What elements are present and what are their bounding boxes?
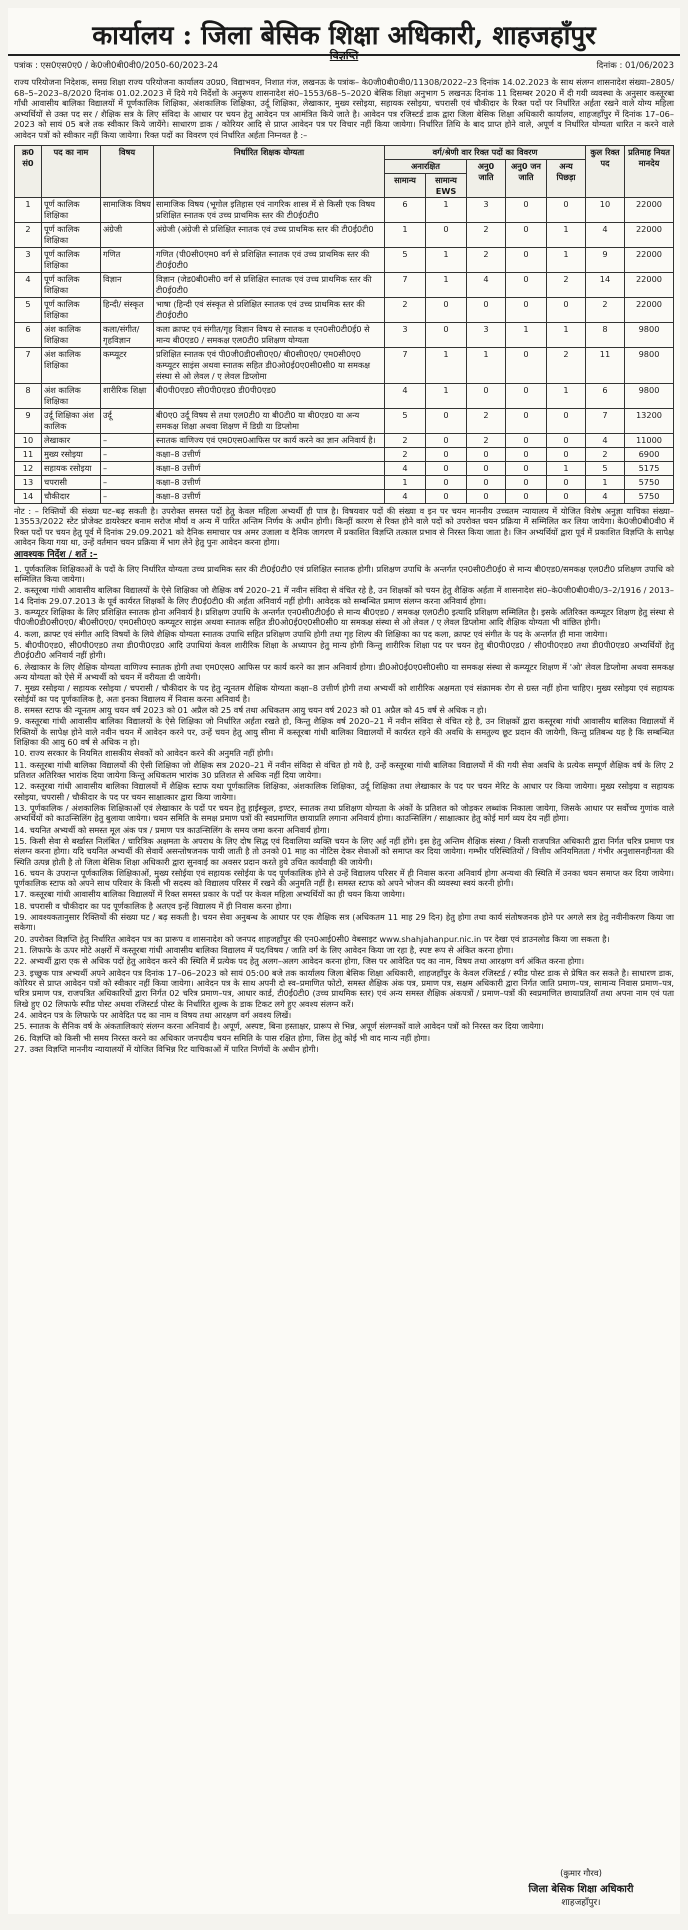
cell-gen: 2 [385, 448, 426, 462]
cell-st: 0 [506, 384, 547, 409]
cell-st: 0 [506, 298, 547, 323]
cell-subject: गणित [101, 248, 154, 273]
cell-sno: 13 [15, 476, 42, 490]
instruction-item: 26. विज्ञप्ति को किसी भी समय निरस्त करने का अधिकार जनपदीय चयन समिति के पास रक्षित होगा, जिस हेतु कोई भी वाद मान्य नहीं होगा। [14, 1032, 431, 1043]
cell-gen: 3 [385, 323, 426, 348]
instruction-item: 21. लिफाफे के ऊपर मोटे अक्षरों में कस्तूरबा गांधी आवासीय बालिका विद्यालय में पद/विषय / जाति वर्ग के लिए आवेदन किया जा रहा है, स्पष्ट रूप से अंकित करना होगा। [14, 945, 514, 956]
cell-st: 0 [506, 462, 547, 476]
instruction-item: 9. कस्तूरबा गांधी आवासीय बालिका विद्यालयों के ऐसे शिक्षिका जो निर्धारित अर्हता रखते हो, किन्तु शैक्षिक वर्ष 2020–21 में नवीन संविदा से वंचित रहे है, उन शिक्षकों द्वारा कस्तूरबा गांधी आवासीय बालिका विद्यालयों में रिक्तियों के सापेक्ष होने वाले नवीन चयन में आवेदन करने पर, उन्हें चयन हेतु आयु सीमा में कस्तूरबा गांधी बालिका विद्यालयों में कार्यरत रहने की अवधि के समतुल्य छूट प्रदान की जायेगी, किन्तु प्रतिबन्ध यह है कि सम्बन्धित शिक्षिका की आयु 60 वर्ष से अधिक न हो। [14, 716, 674, 747]
cell-qual: सामाजिक विषय (भूगोल इतिहास एवं नागरिक शास्त्र में से किसी एक विषय प्रशिक्षित स्नातक एवं उच्च प्राथमिक स्तर की टी0ई0टी0 [154, 198, 385, 223]
table-row [15, 434, 674, 448]
cell-sno: 7 [15, 348, 42, 384]
col-obc: अन्य पिछड़ा [547, 160, 586, 198]
cell-total: 5 [586, 462, 625, 476]
col-honorarium: प्रतिमाह नियत मानदेय [625, 146, 674, 198]
cell-total: 2 [586, 298, 625, 323]
col-group: वर्ग/श्रेणी वार रिक्त पदों का विवरण [385, 146, 586, 160]
cell-pay: 22000 [625, 248, 674, 273]
cell-qual: कक्षा–8 उत्तीर्ण [154, 462, 385, 476]
cell-post: अंश कालिक शिक्षिका [42, 348, 101, 384]
cell-obc: 0 [547, 409, 586, 434]
cell-sno: 4 [15, 273, 42, 298]
signature-block [496, 1868, 666, 1908]
cell-subject: उर्दू [101, 409, 154, 434]
cell-sno: 12 [15, 462, 42, 476]
cell-total: 8 [586, 323, 625, 348]
cell-ews: 0 [426, 323, 467, 348]
cell-qual: प्रशिक्षित स्नातक एवं पी0जी0डी0सी0ए0/ बी0सी0ए0/ एम0सी0ए0 कम्प्यूटर साइंस अथवा स्नातक सहित डी0ओ0ई0ए0सी0सी0 या समकक्ष संस्था से ओ लेवल / ए लेवल डिप्लोमा [154, 348, 385, 384]
instruction-item: 8. समस्त स्टाफ की न्यूनतम आयु चयन वर्ष 2023 को 01 अप्रैल को 25 वर्ष तथा अधिकतम आयु चयन वर्ष 2023 को 01 अप्रैल को 45 वर्ष से अधिक न हो। [14, 704, 487, 715]
cell-st: 0 [506, 448, 547, 462]
note-section [8, 504, 680, 1057]
cell-ews: 1 [426, 248, 467, 273]
cell-total: 4 [586, 223, 625, 248]
cell-st: 0 [506, 248, 547, 273]
cell-obc: 2 [547, 348, 586, 384]
cell-st: 1 [506, 323, 547, 348]
vacancy-table-body [15, 198, 674, 504]
table-row [15, 273, 674, 298]
cell-gen: 1 [385, 476, 426, 490]
instructions-list [14, 564, 674, 1055]
cell-post: चपरासी [42, 476, 101, 490]
table-row [15, 490, 674, 504]
instruction-item: 5. बी0पी0एड0, सी0पी0एड0 तथा डी0पी0एड0 आदि उपाधियां केवल शारीरिक शिक्षा के अध्यापन हेतु मान्य होगी किन्तु शारीरिक शिक्षा पद पर चयन हेतु बी0पी0एड0 / सी0पी0एड0 तथा डी0पी0एड0 अभ्यर्थियों हेतु टी0ई0टी0 अनिवार्य नहीं होगी। [14, 639, 674, 661]
cell-sno: 11 [15, 448, 42, 462]
cell-subject: सामाजिक विषय [101, 198, 154, 223]
cell-gen: 4 [385, 384, 426, 409]
cell-gen: 2 [385, 298, 426, 323]
cell-pay: 9800 [625, 348, 674, 384]
cell-gen: 4 [385, 490, 426, 504]
table-row [15, 298, 674, 323]
cell-sc: 0 [467, 490, 506, 504]
cell-gen: 1 [385, 223, 426, 248]
cell-post: लेखाकार [42, 434, 101, 448]
cell-post: पूर्ण कालिक शिक्षिका [42, 198, 101, 223]
cell-sno: 9 [15, 409, 42, 434]
col-general: सामान्य [385, 174, 426, 198]
instruction-item: 11. कस्तूरबा गांधी बालिका विद्यालयों की ऐसी शिक्षिका जो शैक्षिक सत्र 2020–21 में नवीन संविदा से वंचित हो गये है, उन्हें कस्तूरबा गांधी बालिका विद्यालयों में की गयी सेवा अवधि के प्रत्येक सम्पूर्ण शैक्षिक वर्ष के लिए 2 प्रतिशत अतिरिक्त भारांक दिया जायेगा किन्तु अधिकतम भारांक 30 प्रतिशत से अधिक नहीं दिया जायेगा। [14, 759, 674, 780]
office-title: कार्यालय : जिला बेसिक शिक्षा अधिकारी, शाहजहाँपुर [8, 8, 680, 56]
cell-sc: 0 [467, 298, 506, 323]
cell-qual: गणित (पी0सी0एम0 वर्ग से प्रशिक्षित स्नातक एवं उच्च प्राथमिक स्तर की टी0ई0टी0 [154, 248, 385, 273]
cell-ews: 0 [426, 490, 467, 504]
instruction-item: 4. कला, क्राफ्ट एवं संगीत आदि विषयों के लिये शैक्षिक योग्यता स्नातक उपाधि सहित प्रशिक्षण उपाधि होगी तथा गृह शिल्प की शिक्षिका का पद कला, क्राफ्ट एवं संगीत के पद के अन्तर्गत ही माना जायेगा। [14, 628, 608, 639]
cell-sc: 0 [467, 476, 506, 490]
instruction-item: 22. अभ्यर्थी द्वारा एक से अधिक पदों हेतु आवेदन करने की स्थिति में प्रत्येक पद हेतु अलग–अलग आवेदन करना होगा, जिस पर आवेदित पद का नाम, विषय तथा आरक्षण वर्ग अंकित करना होगा। [14, 956, 585, 967]
cell-post: उर्दू शिक्षिका अंश कालिक [42, 409, 101, 434]
table-row [15, 476, 674, 490]
cell-gen: 5 [385, 409, 426, 434]
cell-ews: 0 [426, 298, 467, 323]
cell-sno: 14 [15, 490, 42, 504]
instruction-item: 23. इच्छुक पात्र अभ्यर्थी अपने आवेदन पत्र दिनांक 17–06–2023 को सायं 05:00 बजे तक कार्यालय जिला बेसिक शिक्षा अधिकारी, शाहजहाँपुर के केवल रजिस्टर्ड / स्पीड पोस्ट डाक से प्रेषित कर सकते है। साधारण डाक, कोरियर से प्राप्त आवेदन पत्रों को स्वीकार नहीं किया जायेगा। आवेदन पत्र के साथ अपनी दो स्व–प्रमाणित फोटो, समस्त शैक्षिक अंक पत्र, प्रमाण पत्र, सक्षम अधिकारी द्वारा निर्गत जाति प्रमाण–पत्र, सामान्य निवास प्रमाण–पत्र, चरित्र प्रमाण पत्र, राजपत्रित अधिकारियों द्वारा निर्गत 02 चरित्र प्रमाण–पत्र, आधार कार्ड, टी0ई0टी0 (उच्च प्राथमिक स्तर) एवं अन्य समस्त शैक्षिक अंकपत्रों / प्रमाण–पत्रों की स्वप्रमाणित छायाप्रतियाँ तथा अपना नाम एवं पता लिखे हुए 02 लिफाफे स्पीड पोस्ट अथवा रजिस्टर्ड पोस्ट के निर्धारित शुल्क के डाक टिकट लगे हुए अवश्य संलग्न करें। [14, 967, 674, 1009]
cell-st: 0 [506, 490, 547, 504]
cell-sc: 3 [467, 323, 506, 348]
cell-sno: 5 [15, 298, 42, 323]
cell-qual: कक्षा–8 उत्तीर्ण [154, 490, 385, 504]
cell-post: पूर्ण कालिक शिक्षिका [42, 298, 101, 323]
cell-obc: 0 [547, 298, 586, 323]
cell-sno: 3 [15, 248, 42, 273]
col-post: पद का नाम [42, 146, 101, 198]
cell-qual: कक्षा–8 उत्तीर्ण [154, 448, 385, 462]
cell-pay: 5750 [625, 490, 674, 504]
cell-qual: बी0पी0एड0 सी0पी0एड0 डी0पी0एड0 [154, 384, 385, 409]
notice-page [8, 8, 680, 1914]
cell-pay: 6900 [625, 448, 674, 462]
cell-st: 0 [506, 223, 547, 248]
cell-qual: अंग्रेजी (अंग्रेजी से प्रशिक्षित स्नातक एवं उच्च प्राथमिक स्तर की टी0ई0टी0 [154, 223, 385, 248]
cell-pay: 22000 [625, 198, 674, 223]
cell-gen: 2 [385, 434, 426, 448]
notice-heading: विज्ञप्ति [329, 49, 359, 62]
signatory-designation: जिला बेसिक शिक्षा अधिकारी [528, 1884, 634, 1895]
instruction-item: 2. कस्तूरबा गांधी आवासीय बालिका विद्यालयों के ऐसे शिक्षिका जो शैक्षिक वर्ष 2020–21 में नवीन संविदा से वंचित रहे है, उन शिक्षकों को चयन हेतु शैक्षिक अर्हता में शासनादेश सं0–के0जी0बी0वी0/3–2/1916 / 2013–14 दिनांक 29.07.2013 के पूर्व कार्यरत शिक्षकों के लिए टी0ई0टी0 की अर्हता अनिवार्य नहीं होगी। आवेदक को सम्बन्धित प्रमाण संलग्न करना अनिवार्य होगा। [14, 585, 674, 606]
cell-qual: बी0ए0 उर्दू विषय से तथा एल0टी0 या बी0टी0 या बी0एड0 या अन्य समकक्ष शिक्षा अथवा शिक्षण में डिग्री या डिप्लोमा [154, 409, 385, 434]
cell-total: 7 [586, 409, 625, 434]
table-row [15, 323, 674, 348]
cell-sc: 2 [467, 409, 506, 434]
cell-obc: 0 [547, 490, 586, 504]
cell-ews: 1 [426, 348, 467, 384]
instruction-item: 18. चपरासी व चौकीदार का पद पूर्णकालिक है अतएव इन्हें विद्यालय में ही निवास करना होगा। [14, 900, 292, 911]
cell-post: पूर्ण कालिक शिक्षिका [42, 248, 101, 273]
instruction-item: 1. पूर्णकालिक शिक्षिकाओं के पदों के लिए निर्धारित योग्यता उच्च प्राथमिक स्तर की टी0ई0टी0 एवं प्रशिक्षित स्नातक होगी। प्रशिक्षण उपाधि के अन्तर्गत एन0सी0टी0ई0 से मान्य बी0एड0/समकक्ष एल0टी0 प्रशिक्षण उपाधि को सम्मिलित किया जायेगा। [14, 563, 674, 584]
cell-subject: कला/संगीत/ गृहविज्ञान [101, 323, 154, 348]
table-row [15, 409, 674, 434]
cell-st: 0 [506, 476, 547, 490]
cell-sc: 1 [467, 348, 506, 384]
instruction-item: 15. किसी सेवा से बर्खास्त निलंबित / चारित्रिक अक्षमता के अपराध के लिए दोष सिद्ध एवं दिवालिया व्यक्ति चयन के लिए अर्ह नहीं होंगे। इस हेतु अन्तिम शैक्षिक संस्था / किसी राजपत्रित अधिकारी द्वारा निर्गत चरित्र प्रमाण पत्र संलग्न करना होगा। यदि चयनित अभ्यर्थी की सेवायें असन्तोषजनक पायी जाती है तो उनको 01 माह का नोटिस देकर सेवाओं को समाप्त कर दिया जायेगा। गम्भीर परिस्थितियों / वित्तीय अनियमितता / गंभीर अनुशासनहीनता की स्थिति उत्पन्न होती है तो जिला बेसिक शिक्षा अधिकारी द्वारा सुनवाई का अवसर प्रदान करते हुये उचित कार्यवाही की जायेगी। [14, 835, 674, 867]
cell-gen: 4 [385, 462, 426, 476]
instruction-item: 25. स्नातक के सैनिक वर्ष के अंकतालिकाएं संलग्न करना अनिवार्य है। अपूर्ण, अस्पष्ट, बिना हस्ताक्षर, प्रारूप से भिन्न, अपूर्ण संलग्नकों वाले आवेदन पत्रों को निरस्त कर दिया जायेगा। [14, 1021, 544, 1032]
cell-gen: 7 [385, 348, 426, 384]
cell-total: 14 [586, 273, 625, 298]
cell-pay: 13200 [625, 409, 674, 434]
cell-total: 4 [586, 490, 625, 504]
col-unreserved: अनारक्षित [385, 160, 467, 174]
cell-obc: 1 [547, 462, 586, 476]
cell-total: 1 [586, 476, 625, 490]
col-total: कुल रिक्त पद [586, 146, 625, 198]
cell-total: 2 [586, 448, 625, 462]
cell-sc: 4 [467, 273, 506, 298]
cell-pay: 11000 [625, 434, 674, 448]
cell-obc: 1 [547, 223, 586, 248]
col-qualification: निर्धारित शिक्षक योग्यता [154, 146, 385, 198]
cell-st: 0 [506, 198, 547, 223]
cell-obc: 1 [547, 248, 586, 273]
cell-post: पूर्ण कालिक शिक्षिका [42, 273, 101, 298]
cell-ews: 1 [426, 384, 467, 409]
col-sno: क्र0 सं0 [15, 146, 42, 198]
cell-gen: 7 [385, 273, 426, 298]
cell-obc: 0 [547, 476, 586, 490]
cell-pay: 22000 [625, 298, 674, 323]
cell-sno: 10 [15, 434, 42, 448]
cell-st: 0 [506, 409, 547, 434]
cell-ews: 1 [426, 198, 467, 223]
cell-pay: 22000 [625, 223, 674, 248]
instruction-item: 24. आवेदन पत्र के लिफाफे पर आवेदित पद का नाम व विषय तथा आरक्षण वर्ग अवश्य लिखें। [14, 1010, 292, 1021]
cell-pay: 22000 [625, 273, 674, 298]
cell-sc: 3 [467, 198, 506, 223]
cell-pay: 5750 [625, 476, 674, 490]
table-row [15, 348, 674, 384]
cell-subject: विज्ञान [101, 273, 154, 298]
instruction-item: 7. मुख्य रसोइया / सहायक रसोइया / चपरासी / चौकीदार के पद हेतु न्यूनतम शैक्षिक योग्यता कक्षा–8 उत्तीर्ण होगी तथा अभ्यर्थी को शारीरिक अक्षमता एवं संक्रामक रोग से ग्रस्त नहीं होना चाहिए। मुख्य रसोइया एवं सहायक रसोईयों का पद पूर्णकालिक है, अतः इनका विद्यालय में निवास करना अनिवार्य है। [14, 683, 674, 704]
instruction-item: 6. लेखाकार के लिए शैक्षिक योग्यता वाणिज्य स्नातक होगी तथा एम0एस0 आफिस पर कार्य करने का ज्ञान अनिवार्य होगा। डी0ओ0ई0ए0सी0सी0 या समकक्ष संस्था से कम्प्यूटर शिक्षण में 'ओ' लेवल डिप्लोमा अथवा समकक्ष अन्य योग्यता को ऐसे में अभ्यर्थी को चयन में वरीयता दी जायेगी। [14, 661, 674, 682]
cell-post: सहायक रसोइया [42, 462, 101, 476]
cell-post: पूर्ण कालिक शिक्षिका [42, 223, 101, 248]
cell-ews: 0 [426, 409, 467, 434]
table-row [15, 462, 674, 476]
cell-sno: 6 [15, 323, 42, 348]
instruction-item: 3. कम्प्यूटर शिक्षिका के लिए प्रशिक्षित स्नातक होना अनिवार्य है। प्रशिक्षण उपाधि के अन्तर्गत एन0सी0टी0ई0 से मान्य बी0एड0 / समकक्ष एल0टी0 इत्यादि प्रशिक्षण सम्मिलित है। इसके अतिरिक्त कम्प्यूटर शिक्षण हेतु संस्था से पी0जी0डी0सी0ए0/ बी0सी0ए0/ एम0सी0ए0 कम्प्यूटर साइंस अथवा स्नातक सहित डी0ओ0ई0ए0सी0सी0 या समकक्ष संस्था से ओ लेवल / ए लेवल डिप्लोमा आदि शैक्षिक योग्यता भी वांछित होगी। [14, 606, 674, 628]
instruction-item: 16. चयन के उपरान्त पूर्णकालिक शिक्षिकाओं, मुख्य रसोईया एवं सहायक रसोईया के पद पूर्णकालिक होने से उन्हें विद्यालय परिसर में ही निवास करना अनिवार्य होगा अन्यथा की स्थिति में उनका चयन समाप्त कर दिया जायेगा। पूर्णकालिक स्टाफ को अपने साथ परिवार के किसी भी सदस्य को विद्यालय परिसर में रखने की अनुमति नहीं है। समस्त स्टाफ को अपने भोजन की व्यवस्था स्वयं करनी होगी। [14, 867, 674, 889]
cell-obc: 0 [547, 198, 586, 223]
col-ews: सामान्य EWS [426, 174, 467, 198]
cell-sno: 1 [15, 198, 42, 223]
notice-date: दिनांक : 01/06/2023 [596, 61, 674, 71]
instruction-item: 13. पूर्णकालिक / अंशकालिक शिक्षिकाओं एवं लेखाकार के पदों पर चयन हेतु हाईस्कूल, इण्टर, स्नातक तथा प्रशिक्षण योग्यता के अंकों के प्रतिशत को जोड़कर लब्धांक निकाला जायेगा, जिसके आधार पर सर्वोच्च गुणांक वाले अभ्यर्थियों को काउन्सिलिंग हेतु बुलाया जायेगा। चयन समिति के समक्ष प्रमाण पत्रों की स्वप्रमाणित छायाप्रति लगाना अनिवार्य होगा। काउन्सिलिंग / साक्षात्कार हेतु कोई मार्ग व्यय देय नहीं होगा। [14, 802, 674, 824]
cell-post: अंश कालिक शिक्षिका [42, 323, 101, 348]
cell-ews: 0 [426, 434, 467, 448]
cell-qual: भाषा (हिन्दी एवं संस्कृत से प्रशिक्षित स्नातक एवं उच्च प्राथमिक स्तर की टी0ई0टी0 [154, 298, 385, 323]
table-row [15, 448, 674, 462]
cell-obc: 0 [547, 434, 586, 448]
instruction-item: 12. कस्तूरबा गांधी आवासीय बालिका विद्यालयों में शैक्षिक स्टाफ यथा पूर्णकालिक शिक्षिका, अंशकालिक शिक्षिका, उर्दू शिक्षिका तथा लेखाकार के पद पर चयन मेरिट के आधार पर किया जायेगा। मुख्य रसोइया व सहायक रसोइया, चपरासी / चौकीदार के पद पर चयन साक्षात्कार द्वारा किया जायेगा। [14, 781, 674, 802]
cell-sno: 2 [15, 223, 42, 248]
cell-pay: 9800 [625, 384, 674, 409]
cell-gen: 5 [385, 248, 426, 273]
cell-total: 10 [586, 198, 625, 223]
cell-subject: – [101, 476, 154, 490]
instruction-item: 17. कस्तूरबा गांधी आवासीय बालिका विद्यालयों में रिक्त समस्त प्रकार के पदों पर केवल महिला अभ्यर्थियों का ही चयन किया जायेगा। [14, 889, 405, 900]
col-sc: अनु0 जाति [467, 160, 506, 198]
signatory-place: शाहजहाँपुर। [561, 1898, 601, 1908]
cell-total: 4 [586, 434, 625, 448]
cell-sc: 0 [467, 448, 506, 462]
cell-subject: अंग्रेजी [101, 223, 154, 248]
table-row [15, 223, 674, 248]
table-row [15, 198, 674, 223]
cell-gen: 6 [385, 198, 426, 223]
cell-sc: 2 [467, 434, 506, 448]
cell-st: 0 [506, 273, 547, 298]
instruction-item: 27. उक्त विज्ञप्ति माननीय न्यायालयों में योजित विभिन्न रिट याचिकाओं में पारित निर्णयों के अधीन होगी। [14, 1044, 319, 1055]
cell-ews: 0 [426, 223, 467, 248]
note-text: नोट : – रिक्तियों की संख्या घट–बढ़ सकती है। उपरोक्त समस्त पदों हेतु केवल महिला अभ्यर्थी ही पात्र है। विषयवार पदों की संख्या व इन पर चयन माननीय उच्चतम न्यायालय में योजित विशेष अनुज्ञा याचिका संख्या–13553/2022 स्टेट प्रोजेक्ट डायरेक्टर बनाम सरोज मौर्या व अन्य में पारित अन्तिम निर्णय के अधीन होगी। किन्हीं कारण से रिक्त होने वाले पदों को उपरोक्त चयन प्रक्रिया में सम्मिलित कर लिया जायेगा। के0जी0बी0वी0 में रिक्त पदों पर चयन हेतु पूर्व में दिनांक 29.09.2021 को दैनिक समाचार पत्र अमर उजाला व दैनिक जागरण में प्रकाशित विज्ञप्ति तत्काल प्रभाव से निरस्त किया जाता है। जिन अभ्यर्थियों द्वारा पूर्व में प्रकाशित विज्ञप्ति के सापेक्ष आवेदन किया गया था, उन्हें वर्तमान चयन प्रक्रिया में भाग लेने हेतु पुनः आवेदन करना होगा। [14, 506, 674, 547]
cell-subject: – [101, 462, 154, 476]
cell-qual: विज्ञान (जेड0बी0सी0 वर्ग से प्रशिक्षित स्नातक एवं उच्च प्राथमिक स्तर की टी0ई0टी0 [154, 273, 385, 298]
table-row [15, 248, 674, 273]
cell-ews: 0 [426, 462, 467, 476]
cell-subject: शारीरिक शिक्षा [101, 384, 154, 409]
col-subject: विषय [101, 146, 154, 198]
cell-obc: 1 [547, 384, 586, 409]
cell-subject: – [101, 490, 154, 504]
instructions-heading: आवश्यक निर्देश / शर्ते :– [14, 550, 98, 561]
cell-ews: 0 [426, 448, 467, 462]
cell-st: 0 [506, 434, 547, 448]
cell-sc: 0 [467, 462, 506, 476]
cell-subject: – [101, 434, 154, 448]
cell-total: 11 [586, 348, 625, 384]
cell-st: 0 [506, 348, 547, 384]
signatory-name: (कुमार गौरव) [560, 1869, 602, 1879]
vacancy-table [14, 145, 674, 504]
cell-sc: 2 [467, 223, 506, 248]
cell-post: चौकीदार [42, 490, 101, 504]
cell-sc: 0 [467, 384, 506, 409]
cell-total: 9 [586, 248, 625, 273]
cell-obc: 0 [547, 448, 586, 462]
cell-subject: – [101, 448, 154, 462]
cell-qual: स्नातक वाणिज्य एवं एम0एस0आफिस पर कार्य करने का ज्ञान अनिवार्य है। [154, 434, 385, 448]
cell-obc: 2 [547, 273, 586, 298]
cell-qual: कला क्राफ्ट एवं संगीत/गृह विज्ञान विषय से स्नातक व एन0सी0टी0ई0 से मान्य बी0एड0 / समकक्ष एल0टी0 प्रशिक्षण योग्यता [154, 323, 385, 348]
cell-sno: 8 [15, 384, 42, 409]
cell-post: अंश कालिक शिक्षिका [42, 384, 101, 409]
cell-subject: हिन्दी/ संस्कृत [101, 298, 154, 323]
cell-qual: कक्षा–8 उत्तीर्ण [154, 476, 385, 490]
cell-obc: 1 [547, 323, 586, 348]
instruction-item: 10. राज्य सरकार के नियमित शासकीय सेवकों को आवेदन करने की अनुमति नहीं होगी। [14, 748, 274, 759]
col-st: अनु0 जन जाति [506, 160, 547, 198]
reference-number: पत्रांक : एस0एस0ए0 / के0जी0बी0वी0/2050-60/2023-24 [14, 61, 219, 71]
cell-pay: 5175 [625, 462, 674, 476]
cell-ews: 1 [426, 273, 467, 298]
instruction-item: 20. उपरोक्त विज्ञप्ति हेतु निर्धारित आवेदन पत्र का प्रारूप व शासनादेश को जनपद शाहजहाँपुर की एन0आई0सी0 वेबसाइट www.shahjahanpur.nic.in पर देखा एवं डाउनलोड किया जा सकता है। [14, 933, 610, 944]
cell-ews: 0 [426, 476, 467, 490]
cell-post: मुख्य रसोइया [42, 448, 101, 462]
instruction-item: 19. आवश्यकतानुसार रिक्तियों की संख्या घट / बढ़ सकती है। चयन सेवा अनुबन्ध के आधार पर एक शैक्षिक सत्र (अधिकतम 11 माह 29 दिन) हेतु होगा तथा कार्य संतोषजनक होने पर अगले सत्र हेतु नवीनीकरण किया जा सकेगा। [14, 912, 674, 933]
cell-total: 6 [586, 384, 625, 409]
cell-subject: कम्प्यूटर [101, 348, 154, 384]
intro-paragraph: राज्य परियोजना निदेशक, समग्र शिक्षा राज्य परियोजना कार्यालय उ0प्र0, विद्याभवन, निशात गंज, लखनऊ के पत्रांक– के0जी0बी0वी0/11308/2022–23 दिनांक 14.02.2023 के साथ संलग्न शासनादेश संख्या–2805/ 68–5–2023–8/2020 दिनांक 01.02.2023 में दिये गये निर्देशों के अनुरूप शासनादेश सं0–1553/68–5–2020 बेसिक शिक्षा अनुभाग 5 लखनऊ दिनांक 11 दिसम्बर 2020 में दी गयी व्यवस्था के अनुसार कस्तूरबा गाँधी आवासीय बालिका विद्यालयों में पूर्णकालिक शिक्षिका, अंशकालिक शिक्षिका, उर्दू शिक्षिका, लेखाकार, मुख्य रसोइया, सहायक रसोइया, चपरासी एवं चौकीदार के रिक्त पदों पर निर्धारित अर्हता रखने वाले योग्य महिला अभ्यर्थियों से उक्त पद सर / शैक्षिक सत्र के लिए संविदा के आधार पर चयन हेतु आवेदन पत्र आमंत्रित किये जाते है। आवेदन पत्र रजिस्टर्ड डाक द्वारा जिला बेसिक शिक्षा अधिकारी कार्यालय, शाहजहाँपुर में दिनांक 17–06–2023 को सायं 05 बजे तक स्वीकार किये जायेंगे। साधारण डाक / कोरियर आदि से प्राप्त आवेदन पत्र पर विचार नहीं किया जायेगा। निर्धारित तिथि के बाद प्राप्त होने वाले, अपूर्ण व निर्धारित योग्यता धारित न करने वाले आवेदन पत्रों को स्वीकार नहीं किया जायेगा। रिक्त पदों का विवरण एवं निर्धारित अर्हता निम्नवत है :– [14, 77, 674, 140]
instruction-item: 14. चयनित अभ्यर्थी को समस्त मूल अंक पत्र / प्रमाण पत्र काउन्सिलिंग के समय जमा करना अनिवार्य होगा। [14, 824, 330, 835]
cell-sc: 2 [467, 248, 506, 273]
cell-pay: 9800 [625, 323, 674, 348]
table-row [15, 384, 674, 409]
